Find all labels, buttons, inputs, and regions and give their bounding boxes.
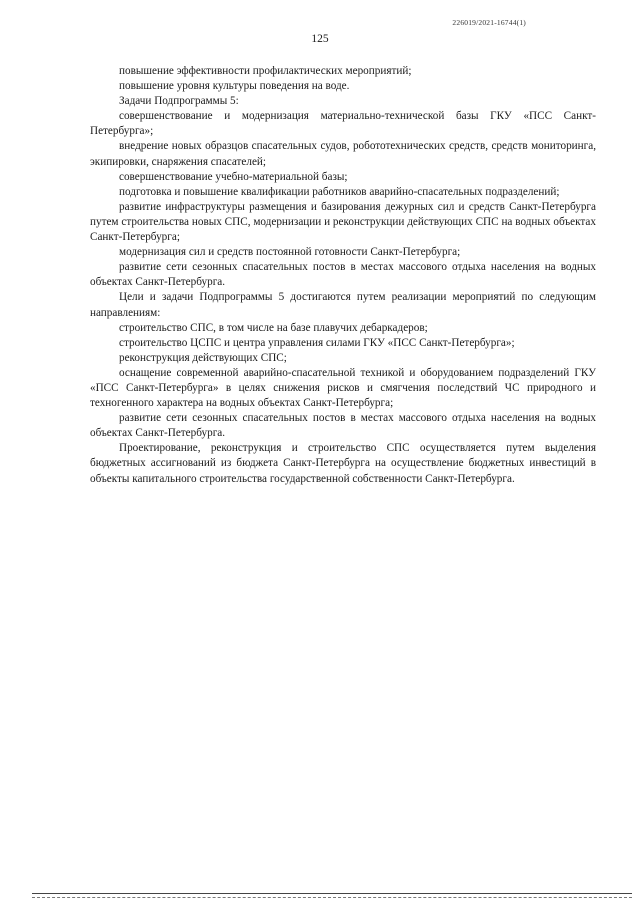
paragraph: подготовка и повышение квалификации работников аварийно-спасательных подразделений; bbox=[119, 185, 560, 198]
paragraph: оснащение современной аварийно-спасательной техникой и оборудованием подразделений ГКУ «ПСС Санкт-Петербурга» в целях снижения рисков и смягчения последствий ЧС природного и техногенного характера на водных объектах Санкт-Петербурга; bbox=[90, 366, 596, 410]
page-number: 125 bbox=[311, 33, 329, 45]
paragraph: строительство СПС, в том числе на базе плавучих дебаркадеров; bbox=[119, 321, 428, 334]
paragraph: Проектирование, реконструкция и строительство СПС осуществляется путем выделения бюджетных ассигнований из бюджета Санкт-Петербурга на осуществление бюджетных инвестиций в объекты капитального строительства государственной собственности Санкт-Петербурга. bbox=[90, 442, 596, 485]
paragraph: модернизация сил и средств постоянной готовности Санкт-Петербурга; bbox=[119, 246, 461, 259]
paragraph: Цели и задачи Подпрограммы 5 достигаются путем реализации мероприятий по следующим направлениям: bbox=[90, 291, 596, 319]
paragraph: совершенствование и модернизация материально-технической базы ГКУ «ПСС Санкт-Петербурга»; bbox=[90, 110, 596, 138]
paragraph: повышение эффективности профилактических мероприятий; bbox=[119, 65, 412, 77]
bottom-divider bbox=[32, 893, 632, 898]
paragraph: реконструкция действующих СПС; bbox=[119, 351, 287, 364]
paragraph: Задачи Подпрограммы 5: bbox=[119, 95, 239, 108]
paragraph: внедрение новых образцов спасательных судов, робототехнических средств, средств мониторинга, экипировки, снаряжения спасателей; bbox=[90, 140, 596, 168]
document-body bbox=[90, 64, 596, 487]
paragraph: строительство ЦСПС и центра управления силами ГКУ «ПСС Санкт-Петербурга»; bbox=[119, 336, 515, 349]
paragraph: совершенствование учебно-материальной базы; bbox=[119, 170, 348, 183]
paragraph: развитие инфраструктуры размещения и базирования дежурных сил и средств Санкт-Петербурга путем строительства новых СПС, модернизации и реконструкции действующих СПС на водных объектах Санкт-Петербурга; bbox=[90, 200, 596, 244]
paragraph: повышение уровня культуры поведения на воде. bbox=[119, 80, 350, 93]
document-id: 226019/2021-16744(1) bbox=[452, 18, 526, 27]
paragraph: развитие сети сезонных спасательных постов в местах массового отдыха населения на водных объектах Санкт-Петербурга. bbox=[90, 412, 596, 440]
paragraph: развитие сети сезонных спасательных постов в местах массового отдыха населения на водных объектах Санкт-Петербурга. bbox=[90, 261, 596, 289]
